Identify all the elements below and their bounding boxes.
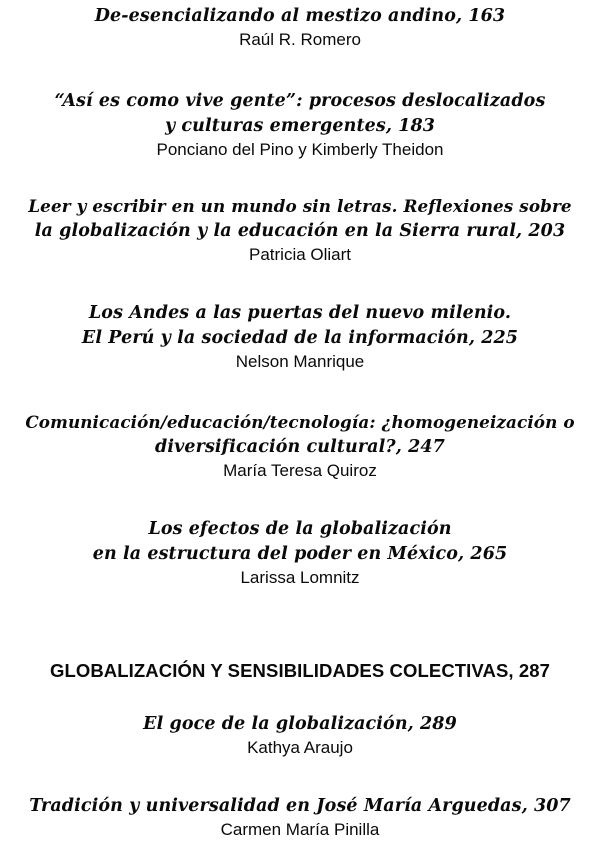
chapter-author: Kathya Araujo xyxy=(247,738,353,757)
chapter-author: María Teresa Quiroz xyxy=(223,461,377,480)
chapter-title: Los efectos de la globalización xyxy=(148,519,452,539)
chapter-title: y culturas emergentes, 183 xyxy=(164,116,436,136)
chapter-title: De-esencializando al mestizo andino, 163 xyxy=(94,6,506,26)
chapter-title: Leer y escribir en un mundo sin letras. Reflexiones sobre xyxy=(28,196,572,216)
chapter-title: Tradición y universalidad en José María Arguedas, 307 xyxy=(29,796,571,816)
toc-entry xyxy=(0,194,600,266)
chapter-title: El Perú y la sociedad de la información, 225 xyxy=(81,328,519,348)
toc-entry xyxy=(0,410,600,482)
chapter-author: Nelson Manrique xyxy=(235,352,365,371)
chapter-title: diversificación cultural?, 247 xyxy=(155,437,445,457)
toc-entry xyxy=(0,517,600,589)
toc-entry xyxy=(0,4,600,51)
chapter-title: “Así es como vive gente”: procesos deslocalizados xyxy=(54,91,546,111)
toc-entry xyxy=(0,712,600,759)
toc-entry xyxy=(0,89,600,161)
toc-entry xyxy=(0,301,600,373)
chapter-author: Larissa Lomnitz xyxy=(240,568,360,587)
chapter-title: Los Andes a las puertas del nuevo milenio. xyxy=(88,303,512,323)
chapter-author: Ponciano del Pino y Kimberly Theidon xyxy=(156,140,444,159)
chapter-author: Raúl R. Romero xyxy=(239,30,361,49)
chapter-author: Carmen María Pinilla xyxy=(220,820,380,839)
chapter-title: Comunicación/educación/tecnología: ¿homogeneización o xyxy=(25,412,575,432)
chapter-author: Patricia Oliart xyxy=(248,245,352,264)
toc-entry xyxy=(0,794,600,841)
section-heading: GLOBALIZACIÓN Y SENSIBILIDADES COLECTIVAS, 287 xyxy=(49,660,551,681)
chapter-title: El goce de la globalización, 289 xyxy=(143,714,457,734)
chapter-title: en la estructura del poder en México, 265 xyxy=(92,544,508,564)
chapter-title: la globalización y la educación en la Sierra rural, 203 xyxy=(34,221,566,241)
